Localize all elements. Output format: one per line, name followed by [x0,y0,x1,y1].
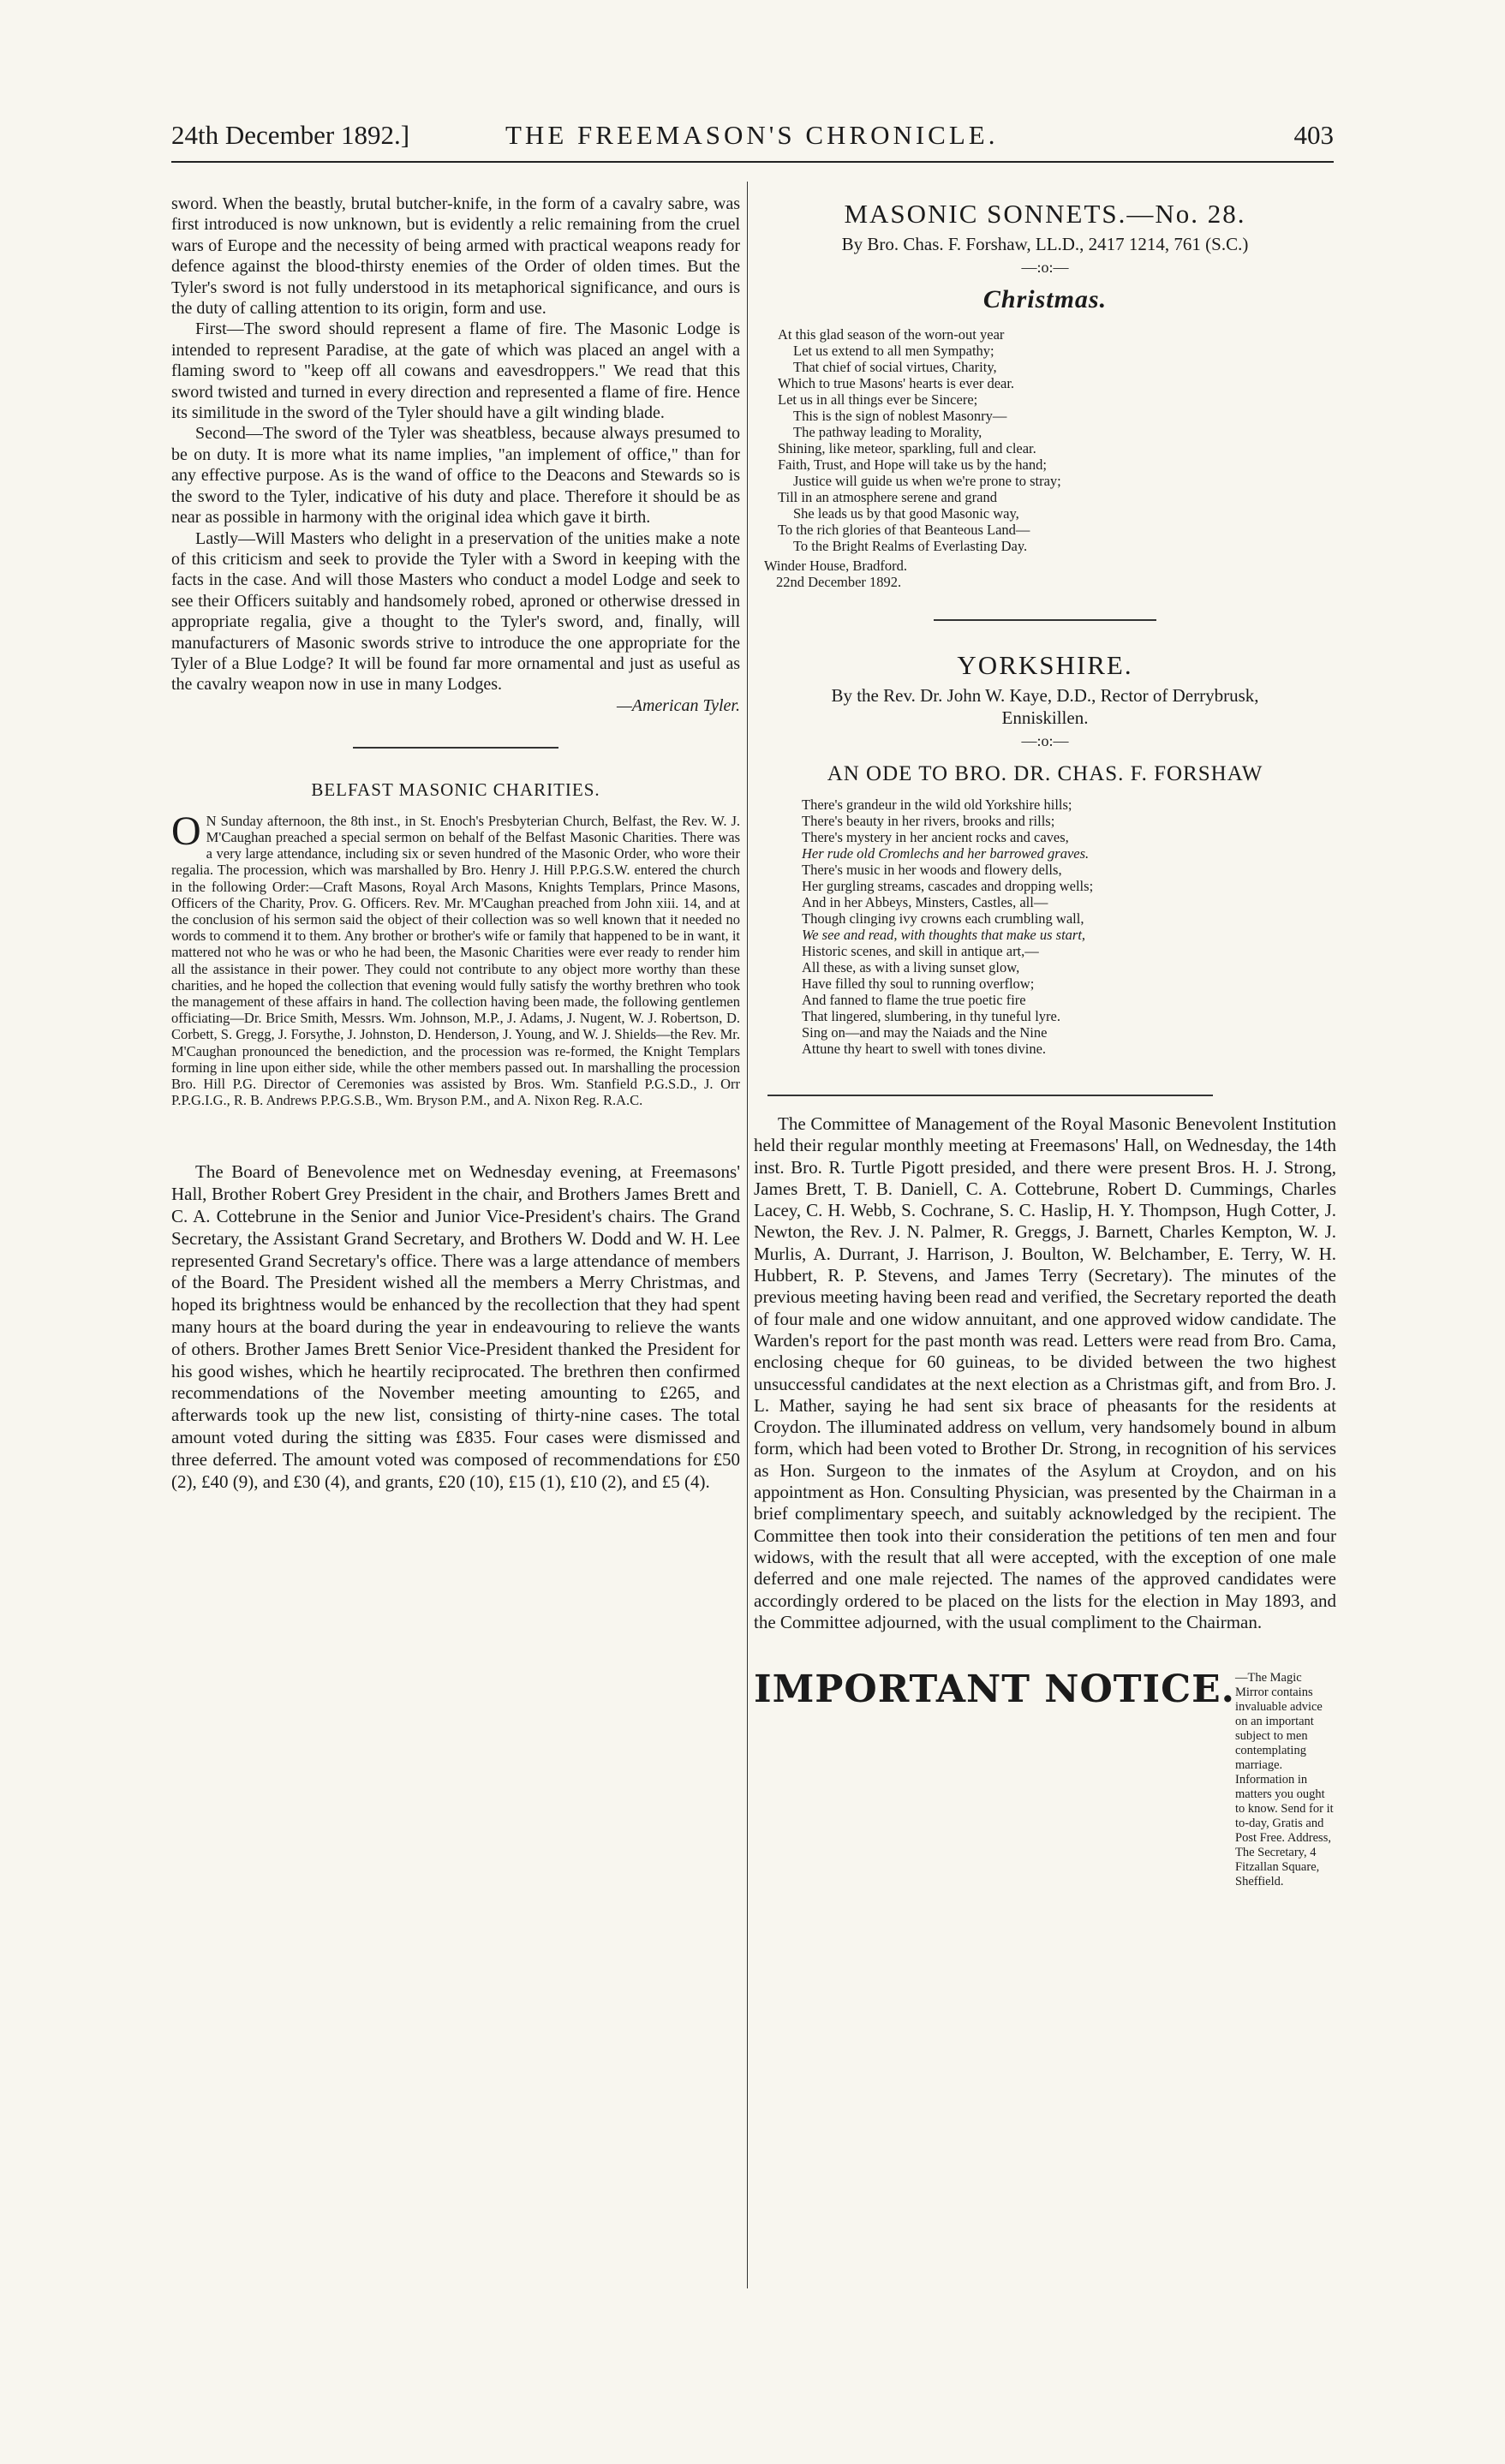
notice-heading: IMPORTANT NOTICE. [754,1668,1235,1712]
running-header [171,120,1334,154]
section-divider [767,1095,1213,1096]
ode-line: Her gurgling streams, cascades and dropping wells; [802,878,1094,894]
issue-date: 24th December 1892.] [171,120,410,150]
header-rule [171,161,1334,163]
ode-line: We see and read, with thoughts that make us start, [802,927,1086,943]
poem-line: This is the sign of noblest Masonry— [793,408,1007,424]
ode-line: There's music in her woods and flowery dells, [802,862,1062,878]
ode-line: And in her Abbeys, Minsters, Castles, all— [802,894,1048,910]
right-column [754,194,1336,1889]
poem-line: The pathway leading to Morality, [793,424,982,440]
poem-line: Till in an atmosphere serene and grand [778,489,997,505]
poem-line: Let us extend to all men Sympathy; [793,343,994,359]
ode-line: Her rude old Cromlechs and her barrowed graves. [802,845,1090,862]
ode-line: Historic scenes, and skill in antique art,— [802,943,1039,959]
ode-line: There's grandeur in the wild old Yorkshire hills; [802,796,1072,813]
benevolence-text: The Board of Benevolence met on Wednesday evening, at Freemasons' Hall, Brother Robert Grey President in the chair, and Brothers James Brett and C. A. Cottebrune in the Senior and Junior Vice-President's chairs. The Grand Secretary, the Assistant Grand Secretary, and Brothers W. Dodd and W. H. Lee represented Grand Secretary's office. There was a large attendance of members of the Board. The President wished all the members a Merry Christmas, and hoped its brightness would be enhanced by the recollection that they had spent many hours at the board during the year in endeavouring to relieve the wants of others. Brother James Brett Senior Vice-President thanked the President for his good wishes, which he heartily reciprocated. The brethren then confirmed recommendations of the November meeting amounting to £265, and afterwards took up the new list, consisting of thirty-nine cases. The total amount voted during the sitting was £835. Four cases were dismissed and three deferred. The amount voted was composed of recommendations for £50 (2), £40 (9), and £30 (4), and grants, £20 (10), £15 (1), £10 (2), and £5 (4). [171,1161,740,1492]
poem-line: Which to true Masons' hearts is ever dear. [778,375,1015,391]
ornament: —:o:— [1021,259,1069,276]
ode-line: There's mystery in her ancient rocks and caves, [802,829,1069,845]
drop-cap: O [171,808,201,854]
address-line: 22nd December 1892. [776,574,902,590]
ode-line: That lingered, slumbering, in thy tuneful lyre. [802,1008,1060,1024]
poem-line: At this glad season of the worn-out year [778,326,1005,343]
belfast-article [171,808,740,1109]
ode-line: Have filled thy soul to running overflow; [802,975,1035,992]
section-divider [353,747,558,749]
yorkshire-title: YORKSHIRE. [957,650,1133,680]
poem-line: To the Bright Realms of Everlasting Day. [793,538,1028,554]
notice-text: —The Magic Mirror contains invaluable advice on an important subject to men contemplating marriage. Information in matters you ought to know. Send for it to-day, Gratis and Post Free. Address, The Secretary, 4 Fitzallan Square, Sheffield. [1235,1671,1334,1889]
ode-heading: AN ODE TO BRO. DR. CHAS. F. FORSHAW [827,762,1263,785]
ode-line: All these, as with a living sunset glow, [802,959,1020,975]
poem-line: Justice will guide us when we're prone to stray; [793,473,1061,489]
yorkshire-byline: By the Rev. Dr. John W. Kaye, D.D., Rector of Derrybrusk, Enniskillen. [831,685,1259,728]
sword-paragraph: Second—The sword of the Tyler was sheatbless, because always presumed to be on duty. It is more what its name implies, "an implement of office," than for any effective purpose. As is the wand of office to the Deacons and Stewards so is the sword to the Tyler, indicative of his duty and place. Therefore it should be as near as possible in harmony with the original idea which gave it birth. [171,424,740,528]
sonnet-byline: By Bro. Chas. F. Forshaw, LL.D., 2417 1214, 761 (S.C.) [841,234,1249,254]
page-number: 403 [1293,120,1334,150]
sword-signature: —American Tyler. [616,695,740,715]
poem-address [754,558,1336,590]
poem-line: Shining, like meteor, sparkling, full and clear. [778,440,1036,456]
poem-line: To the rich glories of that Beanteous Land— [778,522,1030,538]
ode-poem [754,796,1336,1057]
committee-text: The Committee of Management of the Royal Masonic Benevolent Institution held their regular monthly meeting at Freemasons' Hall, on Wednesday, the 14th inst. Bro. R. Turtle Pigott presided, and there were present Bros. H. J. Strong, James Brett, T. B. Daniell, C. A. Cottebrune, Robert D. Cummings, Charles Lacey, C. H. Webb, S. Cochrane, S. C. Haslip, H. Y. Thompson, Hugh Cotter, J. Newton, the Rev. J. N. Palmer, R. Greggs, J. Barnett, Charles Kempton, W. J. Murlis, A. Durrant, J. Harrison, J. Boulton, W. Belchamber, E. Terry, W. H. Hubbert, R. P. Stevens, and James Terry (Secretary). The minutes of the previous meeting having been read and verified, the Secretary reported the death of four male and one widow annuitant, and one approved widow candidate. The Warden's report for the past month was read. Letters were read from Bro. Cama, enclosing cheque for 60 guineas, to be divided between the two highest unsuccessful candidates at the next election as a Christmas gift, and from Bro. J. L. Mather, saying he had sent six brace of pheasants for the residents at Croydon. The illuminated address on vellum, very handsomely bound in album form, which had been voted to Brother Dr. Strong, in recognition of his services as Hon. Surgeon to the inmates of the Asylum at Croydon, and on his appointment as Hon. Consulting Physician, was presented by the Chairman in a brief complimentary speech, and suitably acknowledged by the recipient. The Committee then took into their consideration the petitions of ten men and four widows, with the result that all were accepted, with the exception of one male deferred and one male rejected. The names of the approved candidates were accordingly ordered to be placed on the lists for the election in May 1893, and the Committee adjourned, with the usual compliment to the Chairman. [754,1113,1336,1632]
sword-paragraph: Lastly—Will Masters who delight in a preservation of the unities make a note of this criticism and seek to provide the Tyler with a Sword in keeping with the facts in the case. And will those Masters who conduct a model Lodge and seek to see their Officers suitably and handsomely robed, aproned or otherwise dressed in appropriate regalia, give a thought to the Tyler's sword, and, finally, will manufacturers of Masonic swords strive to introduce the one appropriate for the Tyler of a Blue Lodge? It will be found far more ornamental and just as useful as the cavalry weapon now in use in many Lodges. [171,528,740,695]
journal-title: THE FREEMASON'S CHRONICLE. [505,120,999,150]
poem-line: Let us in all things ever be Sincere; [778,391,978,408]
tyler-sword-article [171,194,740,716]
poem-title: Christmas. [982,285,1108,313]
sword-paragraph: sword. When the beastly, brutal butcher-knife, in the form of a cavalry sabre, was first introduced is now unknown, but is evidently a relic remaining from the cruel wars of Europe and the necessity of being armed with practical weapons ready for defence against the blood-thirsty enemies of the Order of olden times. But the Tyler's sword is not fully understood in its metaphorical significance, and ours is the duty of calling attention to its origin, form and use. [171,194,740,319]
ornament: —:o:— [1021,732,1069,749]
important-notice [754,1668,1336,1889]
belfast-text: N Sunday afternoon, the 8th inst., in St. Enoch's Presbyterian Church, Belfast, the Rev. W. J. M'Caughan preached a special sermon on behalf of the Belfast Masonic Charities. There was a very large attendance, including six or seven hundred of the Masonic Order, who wore their regalia. The procession, which was marshalled by Bro. Henry J. Hill P.P.G.S.W. entered the church in the following Order:—Craft Masons, Royal Arch Masons, Knights Templars, Prince Masons, Officers of the Charity, Prov. G. Officers. Rev. Mr. M'Caughan preached from John xiii. 14, and at the conclusion of his sermon said the object of their collection was so well known that it needed no words to commend it to them. Any brother or brother's wife or family that happened to be in want, it mattered not who he was or who he had been, the Masonic Charities were ever ready to render him all the assistance in their power. They could not contribute to any object more worthy than these charities, and he hoped the collection that evening would fully satisfy the worthy brethren who took the management of these affairs in hand. The collection having been made, the following gentlemen officiating—Dr. Brice Smith, Messrs. Wm. Johnson, M.P., J. Adams, J. Nugent, W. J. Robertson, D. Corbett, S. Gregg, J. Forsythe, J. Johnston, D. Henderson, J. Young, and W. J. Shields—the Rev. Mr. M'Caughan pronounced the benediction, and the procession was re-formed, the Knight Templars forming in line upon either side, while the other members passed out. In marshalling the procession Bro. Hill P.G. Director of Ceremonies was assisted by Bros. Wm. Stanfield P.G.S.D., J. Orr P.P.G.I.G., R. B. Andrews P.P.G.S.B., Wm. Bryson P.M., and A. Nixon Reg. R.A.C. [171,812,740,1109]
sword-paragraph: First—The sword should represent a flame of fire. The Masonic Lodge is intended to represent Paradise, at the gate of which was placed an angel with a flaming sword to "keep off all cowans and eavesdroppers." We read that this sword twisted and turned in every direction and represented a flame of fire. Hence its similitude in the sword of the Tyler should have a gilt winding blade. [171,319,740,423]
benevolence-article [171,1161,740,1493]
poem-line: That chief of social virtues, Charity, [793,359,997,375]
poem-line: Faith, Trust, and Hope will take us by the hand; [778,456,1047,473]
committee-article [754,1113,1336,1633]
poem-line: She leads us by that good Masonic way, [793,505,1019,522]
column-rule [747,182,748,2288]
address-line: Winder House, Bradford. [764,558,908,574]
section-divider [934,619,1156,621]
ode-line: Though clinging ivy crowns each crumbling wall, [802,910,1084,927]
left-column [171,194,740,1493]
ode-line: And fanned to flame the true poetic fire [802,992,1026,1008]
ode-line: There's beauty in her rivers, brooks and rills; [802,813,1055,829]
sonnet-title: MASONIC SONNETS.—No. 28. [844,199,1246,229]
sonnet-poem [754,326,1336,554]
ode-line: Sing on—and may the Naiads and the Nine [802,1024,1048,1041]
ode-line: Attune thy heart to swell with tones divine. [802,1041,1047,1057]
belfast-heading: BELFAST MASONIC CHARITIES. [311,779,600,800]
